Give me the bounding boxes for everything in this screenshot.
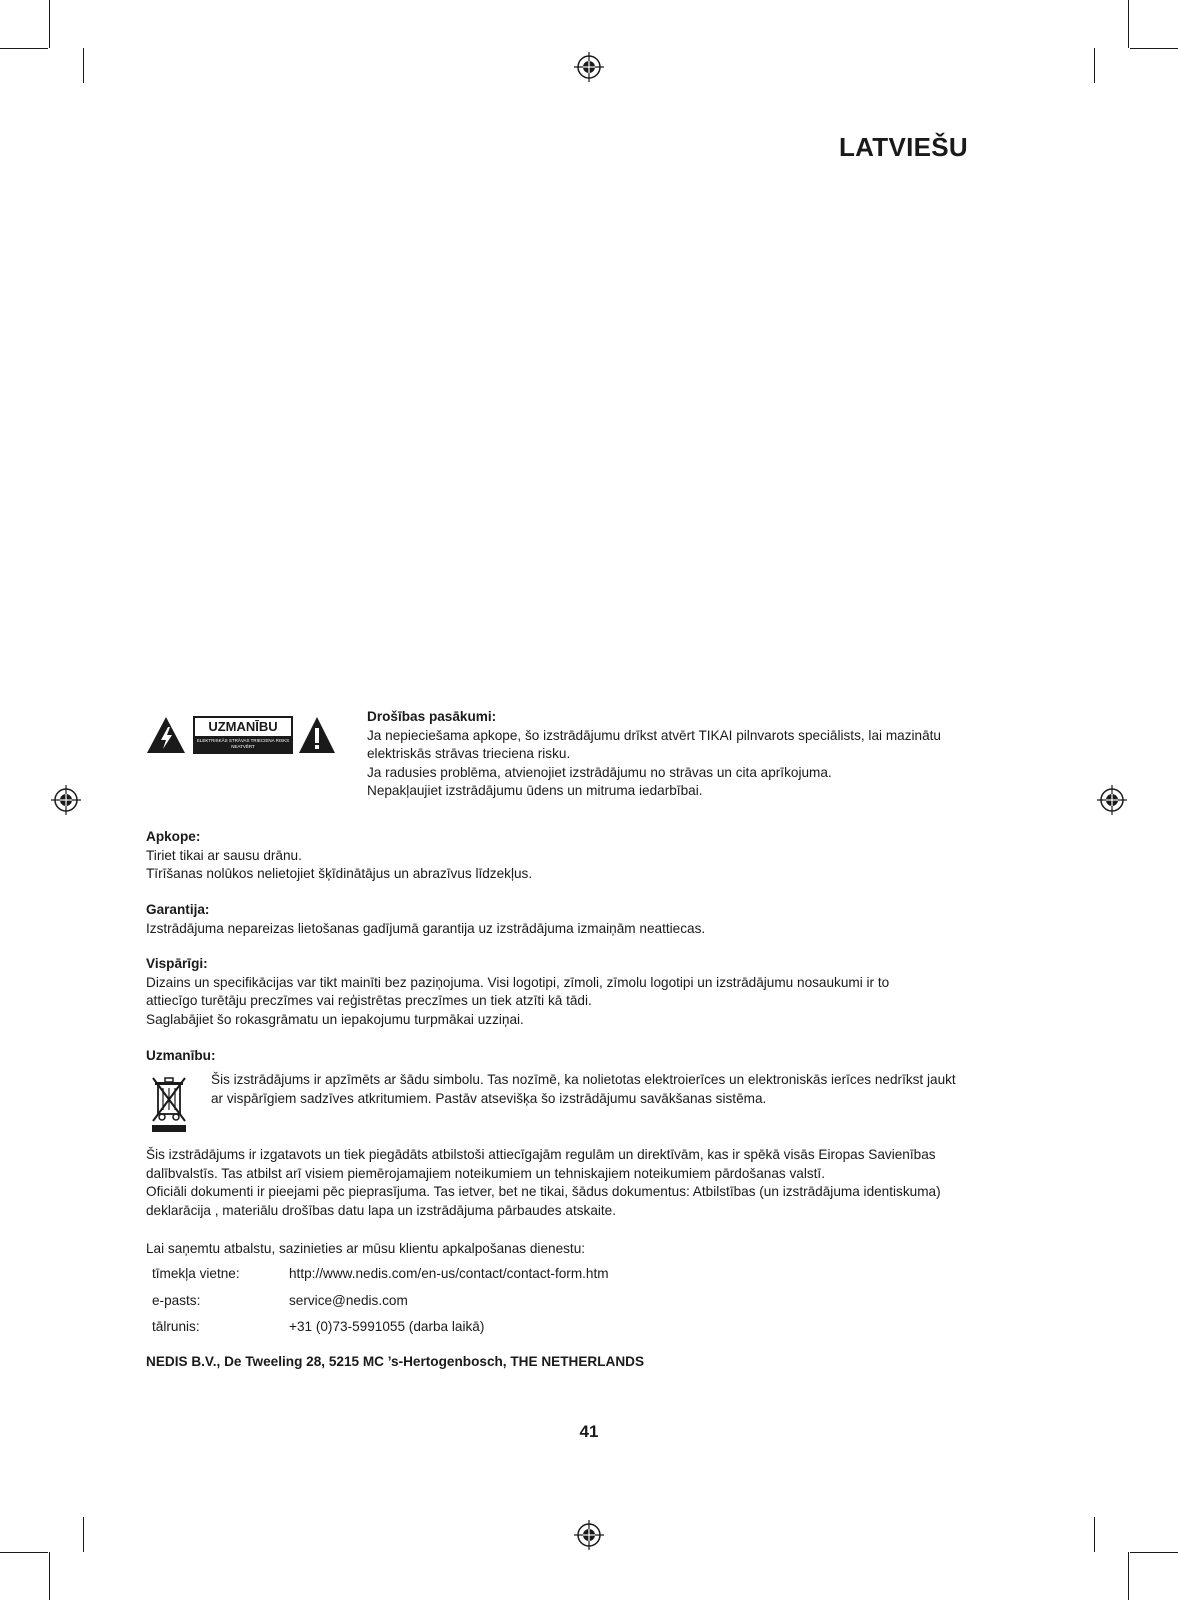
general-heading: Vispārīgi:	[146, 956, 208, 971]
safety-heading: Drošības pasākumi:	[367, 709, 497, 724]
general-line: attiecīgo turētāju preczīmes vai reģistrētas preczīmes un tiek atzīti kā tādi.	[146, 993, 592, 1009]
crop-mark	[83, 48, 84, 83]
attention-line: ar vispārīgiem sadzīves atkritumiem. Pastāv atsevišķa šo izstrādājumu savākšanas sistēma.	[211, 1090, 767, 1106]
maintenance-section	[146, 828, 1006, 884]
maintenance-line: Tiriet tikai ar sausu drānu.	[146, 847, 302, 863]
company-address: NEDIS B.V., De Tweeling 28, 5215 MC ’s-Hertogenbosch, THE NETHERLANDS	[146, 1354, 645, 1369]
contact-label-phone: tālrunis:	[152, 1319, 200, 1334]
page-number: 41	[579, 1422, 599, 1441]
crop-mark	[1128, 1552, 1129, 1600]
warranty-heading: Garantija:	[146, 902, 210, 917]
crop-mark	[83, 1517, 84, 1552]
caution-box	[193, 716, 293, 754]
contact-label-email: e-pasts:	[152, 1293, 201, 1308]
attention-section	[146, 1047, 1006, 1066]
crop-mark	[1128, 0, 1129, 48]
compliance-section	[146, 1146, 1006, 1220]
general-line: Dizains un specifikācijas var tikt mainīti bez paziņojuma. Visi logotipi, zīmoli, zīmolu logotipi un izstrādājumu nosaukumi ir to	[146, 974, 890, 990]
safety-line: Nepakļaujiet izstrādājumu ūdens un mitruma iedarbībai.	[367, 783, 703, 799]
registration-mark-icon	[574, 1520, 604, 1550]
contact-label-web: tīmekļa vietne:	[152, 1266, 240, 1281]
crop-mark	[1094, 1517, 1095, 1552]
crop-mark	[1130, 1552, 1178, 1553]
crop-mark	[1094, 48, 1095, 83]
safety-line: Ja nepieciešama apkope, šo izstrādājumu drīkst atvērt TIKAI pilnvarots speciālists, lai mazinātu	[367, 727, 941, 743]
weee-bin-icon	[150, 1075, 188, 1133]
warranty-section	[146, 901, 1006, 938]
contact-email-link[interactable]: service@nedis.com	[289, 1293, 408, 1308]
support-intro: Lai saņemtu atbalstu, sazinieties ar mūsu klientu apkalpošanas dienestu:	[146, 1241, 586, 1256]
compliance-line: deklarācija , materiālu drošības datu lapa un izstrādājuma pārbaudes atskaite.	[146, 1202, 617, 1218]
crop-mark	[49, 1552, 50, 1600]
compliance-line: Oficiāli dokumenti ir pieejami pēc pieprasījuma. Tas ietver, bet ne tikai, šādus dokumentus: Atbilstības (un izstrādājuma identiskuma)	[146, 1184, 941, 1200]
lightning-warning-icon	[146, 716, 186, 754]
crop-mark	[0, 1552, 48, 1553]
warranty-line: Izstrādājuma nepareizas lietošanas gadījumā garantija uz izstrādājuma izmaiņām neattiecas.	[146, 920, 706, 936]
page-title: LATVIEŠU	[838, 132, 968, 162]
crop-mark	[0, 48, 48, 49]
caution-label	[146, 714, 336, 760]
contact-web-link[interactable]: http://www.nedis.com/en-us/contact/contact-form.htm	[289, 1266, 609, 1281]
contact-phone: +31 (0)73-5991055 (darba laikā)	[289, 1319, 485, 1334]
compliance-line: dalībvalstīs. Tas atbilst arī visiem piemērojamajiem noteikumiem un tehniskajiem noteikumiem pārdošanas valstī.	[146, 1165, 825, 1181]
crop-mark	[1130, 48, 1178, 49]
general-section	[146, 955, 1006, 1029]
maintenance-line: Tīrīšanas nolūkos nelietojiet šķīdinātājus un abrazīvus līdzekļus.	[146, 866, 533, 882]
attention-heading: Uzmanību:	[146, 1048, 216, 1063]
registration-mark-icon	[574, 52, 604, 82]
attention-line: Šis izstrādājums ir apzīmēts ar šādu simbolu. Tas nozīmē, ka nolietotas elektroierīces un elektroniskās ierīces nedrīkst jaukt	[211, 1072, 956, 1087]
registration-mark-icon	[51, 785, 81, 815]
caution-subtext: ELEKTRISKĀS STRĀVAS TRIECIENA RISKS NEATVĒRT	[196, 738, 290, 749]
maintenance-heading: Apkope:	[146, 829, 201, 844]
general-line: Saglabājiet šo rokasgrāmatu un iepakojumu turpmākai uzziņai.	[146, 1011, 524, 1027]
safety-section	[367, 708, 1007, 801]
safety-line: Ja radusies problēma, atvienojiet izstrādājumu no strāvas un cita aprīkojuma.	[367, 764, 832, 780]
exclamation-warning-icon	[298, 716, 336, 754]
crop-mark	[49, 0, 50, 48]
compliance-line: Šis izstrādājums ir izgatavots un tiek piegādāts atbilstoši attiecīgajām regulām un direktīvām, kas ir spēkā visās Eiropas Savienības	[146, 1147, 936, 1162]
safety-line: elektriskās strāvas trieciena risku.	[367, 746, 571, 762]
attention-text	[211, 1071, 1011, 1108]
caution-word: UZMANĪBU	[195, 718, 291, 736]
registration-mark-icon	[1097, 785, 1127, 815]
